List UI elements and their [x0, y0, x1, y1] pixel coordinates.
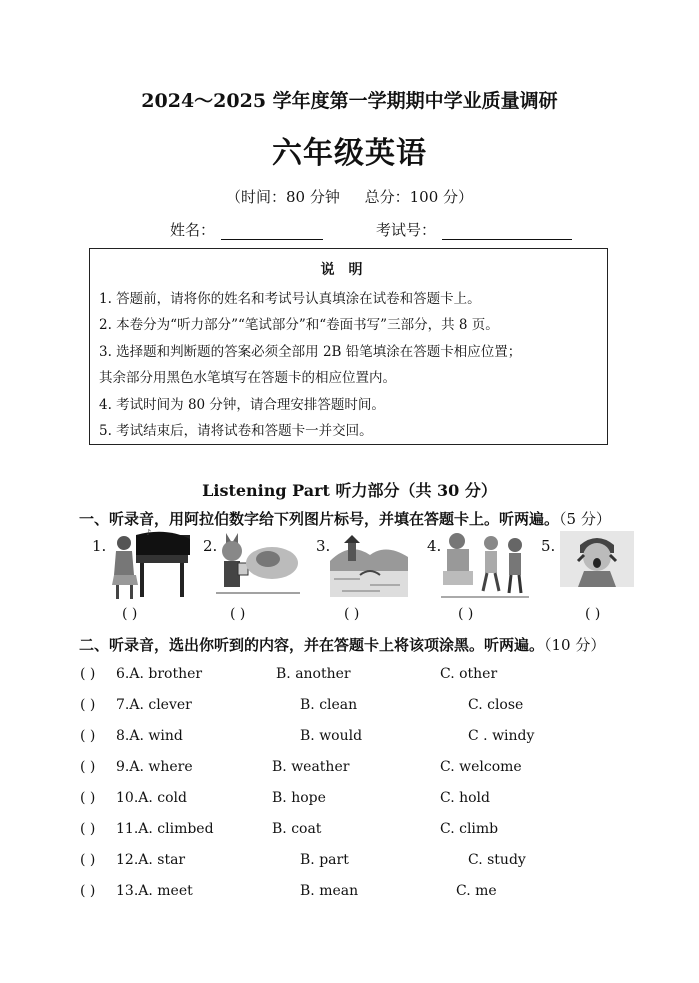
answer-paren[interactable]: ( )	[344, 606, 360, 622]
answer-paren[interactable]: ( )	[80, 697, 96, 713]
answer-paren[interactable]: ( )	[80, 759, 96, 775]
option-b: B. another	[276, 666, 351, 682]
instruction-item: 2. 本卷分为“听力部分”“笔试部分”和“卷面书写”三部分，共 8 页。	[99, 317, 499, 333]
option-c: C. study	[468, 852, 526, 868]
option-a: 11.A. climbed	[116, 821, 214, 837]
answer-paren[interactable]: ( )	[458, 606, 474, 622]
instruction-item: 4. 考试时间为 80 分钟，请合理安排答题时间。	[99, 397, 385, 413]
part1-instruction	[79, 508, 611, 529]
option-a: 6.A. brother	[116, 666, 203, 682]
option-c: C . windy	[468, 728, 535, 744]
answer-paren[interactable]: ( )	[80, 852, 96, 868]
instruction-item: 1. 答题前，请将你的姓名和考试号认真填涂在试卷和答题卡上。	[99, 291, 481, 307]
answer-paren[interactable]: ( )	[80, 728, 96, 744]
name-blank[interactable]	[221, 223, 323, 240]
answer-paren[interactable]: ( )	[122, 606, 138, 622]
answer-paren[interactable]: ( )	[80, 821, 96, 837]
picture-number: 2.	[203, 537, 218, 555]
option-c: C. me	[456, 883, 497, 899]
exam-number-label: 考试号：	[376, 221, 437, 239]
answer-paren[interactable]: ( )	[80, 883, 96, 899]
option-b: B. coat	[272, 821, 322, 837]
option-a: 13.A. meet	[116, 883, 193, 899]
name-row	[170, 219, 323, 240]
part1-points: （5 分）	[559, 510, 611, 528]
instruction-item: 5. 考试结束后，请将试卷和答题卡一并交回。	[99, 423, 373, 439]
cat-reading-picture	[216, 529, 300, 597]
instructions-box	[89, 248, 608, 445]
part2-points: （10 分）	[544, 636, 606, 654]
picture-number: 3.	[316, 537, 331, 555]
option-b: B. part	[300, 852, 349, 868]
exam-title: 2024～2025 学年度第一学期期中学业质量调研	[141, 90, 558, 112]
name-label: 姓名：	[170, 221, 216, 239]
time-score-line	[0, 186, 699, 207]
kids-playing-picture	[441, 529, 529, 601]
instruction-item: 3. 选择题和判断题的答案必须全部用 2B 铅笔填涂在答题卡相应位置；	[99, 344, 522, 360]
picture-number: 4.	[427, 537, 442, 555]
exam-number-row	[376, 219, 572, 240]
answer-paren[interactable]: ( )	[80, 790, 96, 806]
exam-number-blank[interactable]	[442, 223, 572, 240]
part2-instruction	[79, 634, 605, 655]
option-c: C. close	[468, 697, 524, 713]
option-b: B. would	[300, 728, 363, 744]
score-info: 总分：100 分）	[364, 188, 474, 206]
instructions-title: 说明	[320, 262, 377, 278]
svg-text:♪: ♪	[146, 529, 152, 537]
option-c: C. other	[440, 666, 498, 682]
picture-number: 1.	[92, 537, 107, 555]
pagoda-lake-picture	[330, 531, 408, 597]
part2-text: 二、听录音，选出你听到的内容，并在答题卡上将该项涂黑。听两遍。	[79, 636, 545, 654]
answer-paren[interactable]: ( )	[230, 606, 246, 622]
part1-text: 一、听录音，用阿拉伯数字给下列图片标号，并填在答题卡上。听两遍。	[79, 510, 560, 528]
instruction-item: 其余部分用黑色水笔填写在答题卡的相应位置内。	[99, 370, 396, 386]
answer-paren[interactable]: ( )	[80, 666, 96, 682]
option-c: C. welcome	[440, 759, 522, 775]
option-a: 7.A. clever	[116, 697, 192, 713]
option-a: 8.A. wind	[116, 728, 183, 744]
exam-subtitle: 六年级英语	[272, 136, 427, 171]
option-c: C. climb	[440, 821, 499, 837]
listening-part-title: Listening Part 听力部分（共 30 分）	[202, 481, 497, 500]
answer-paren[interactable]: ( )	[585, 606, 601, 622]
option-b: B. hope	[272, 790, 326, 806]
option-a: 10.A. cold	[116, 790, 187, 806]
option-c: C. hold	[440, 790, 490, 806]
option-b: B. weather	[272, 759, 350, 775]
girl-piano-picture	[106, 529, 192, 601]
time-info: （时间：80 分钟	[225, 188, 340, 206]
option-a: 12.A. star	[116, 852, 186, 868]
option-a: 9.A. where	[116, 759, 193, 775]
picture-number: 5.	[541, 537, 556, 555]
option-b: B. clean	[300, 697, 358, 713]
boy-shouting-picture	[560, 531, 634, 587]
option-b: B. mean	[300, 883, 359, 899]
